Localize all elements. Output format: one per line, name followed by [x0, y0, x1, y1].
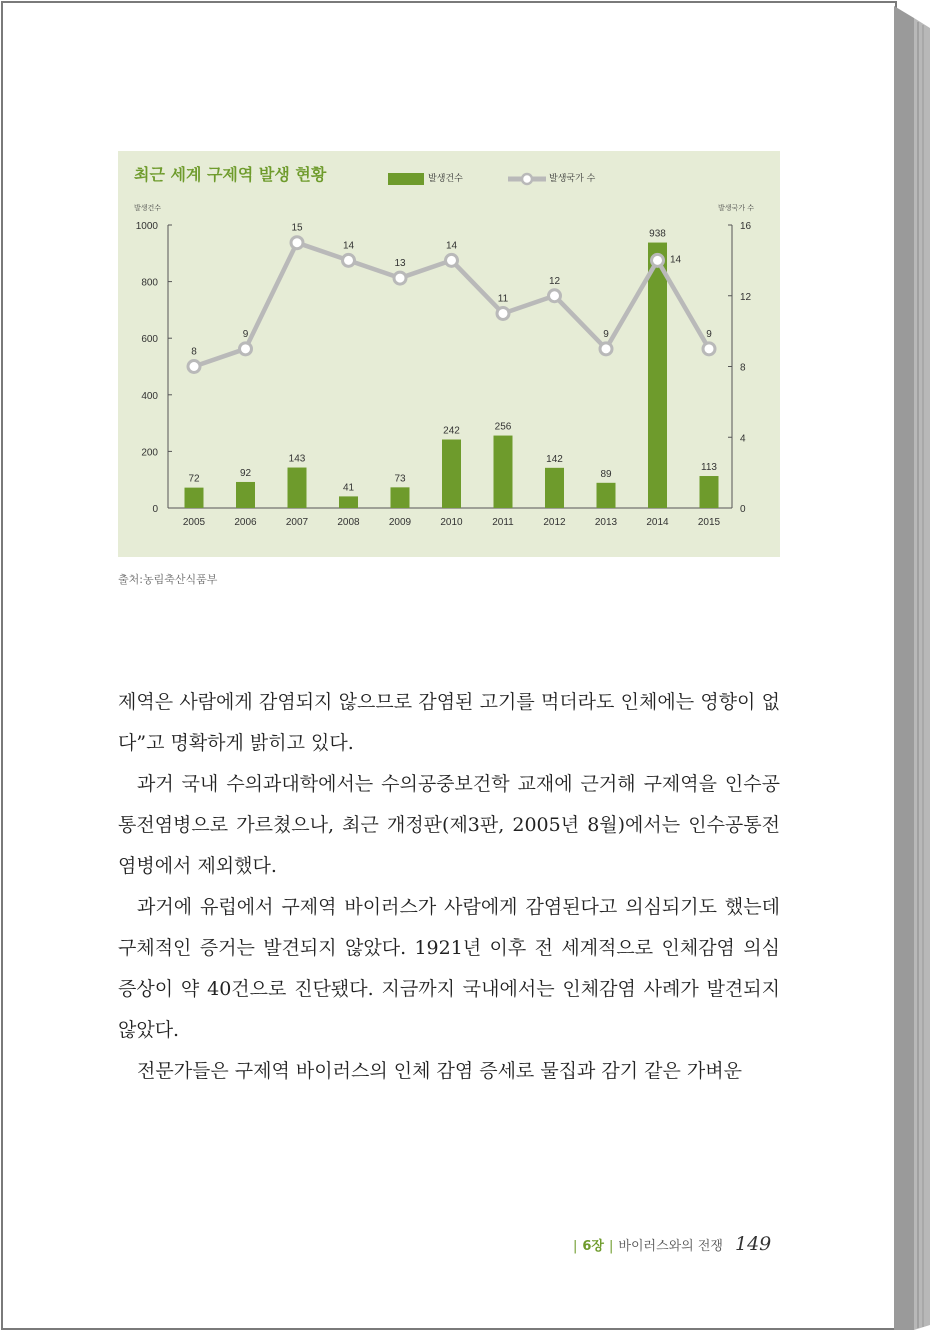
paragraph: 과거에 유럽에서 구제역 바이러스가 사람에게 감염된다고 의심되기도 했는데 구체적인 증거는 발견되지 않았다. 1921년 이후 전 세계적으로 인체감염 의심 증상이 약 40건으로 진단됐다. 지금까지 국내에서는 인체감염 사례가 발견되지 않았다.: [118, 896, 780, 1041]
line-value-label: 13: [394, 258, 406, 270]
left-axis-tick-label: 600: [141, 334, 158, 346]
bar: [494, 436, 513, 508]
chart-title: 최근 세계 구제역 발생 현황: [134, 165, 327, 184]
left-axis-tick-label: 800: [141, 277, 158, 289]
bar: [185, 488, 204, 508]
page-edge-shadow: [894, 0, 950, 1335]
x-axis-tick-label: 2015: [697, 517, 721, 528]
line-value-label: 14: [342, 240, 355, 252]
x-axis-tick-label: 2010: [440, 517, 463, 528]
right-axis-title: 발생국가 수: [718, 204, 755, 212]
x-axis-tick-label: 2007: [285, 517, 309, 528]
line-point: [291, 237, 303, 249]
body-text: [118, 682, 780, 1092]
bar-value-label: 938: [649, 228, 666, 240]
x-axis-tick-label: 2005: [182, 517, 206, 528]
line-value-label: 9: [242, 328, 249, 340]
line-value-label: 11: [497, 293, 509, 305]
line-point: [188, 361, 200, 373]
line-point: [600, 343, 612, 355]
bar-value-label: 72: [188, 473, 200, 485]
chart-source: 출처:농림축산식품부: [118, 573, 218, 586]
left-axis-tick-label: 400: [141, 390, 158, 402]
legend-line-label: 발생국가 수: [549, 174, 596, 184]
bar-value-label: 143: [288, 453, 306, 465]
x-axis-tick-label: 2012: [543, 517, 566, 528]
x-axis-tick-label: 2011: [492, 517, 514, 528]
chapter-title: 바이러스와의 전쟁: [618, 1239, 723, 1254]
bar: [391, 487, 410, 508]
bar: [236, 482, 255, 508]
bar-value-label: 256: [494, 421, 512, 433]
bar-value-label: 92: [239, 467, 252, 479]
line-point: [446, 254, 458, 266]
left-axis-tick-label: 0: [152, 504, 158, 515]
paragraph: 전문가들은 구제역 바이러스의 인체 감염 증세로 물집과 감기 같은 가벼운: [137, 1060, 742, 1082]
footer-divider: |: [609, 1239, 614, 1254]
paragraph: 과거 국내 수의과대학에서는 수의공중보건학 교재에 근거해 구제역을 인수공통전염병으로 가르쳤으나, 최근 개정판(제3판, 2005년 8월)에서는 인수공통전염병에서 제외했다.: [118, 773, 780, 877]
line-point: [394, 272, 406, 284]
x-axis-tick-label: 2009: [388, 517, 412, 528]
legend-line-swatch: [508, 172, 546, 186]
bar: [597, 483, 616, 508]
bar-value-label: 242: [443, 425, 460, 437]
x-axis-tick-label: 2014: [646, 517, 669, 528]
right-axis-tick-label: 16: [740, 221, 752, 232]
x-axis-tick-label: 2013: [594, 517, 618, 528]
line-point: [703, 343, 715, 355]
bar-value-label: 142: [546, 453, 563, 465]
bar: [442, 440, 461, 508]
line-point: [240, 343, 252, 355]
bar: [288, 468, 307, 508]
bar-value-label: 41: [342, 482, 355, 494]
legend-bars-label: 발생건수: [428, 174, 463, 184]
chart-panel: [118, 151, 780, 557]
right-axis-tick-label: 12: [740, 291, 752, 303]
line-value-label: 14: [445, 240, 458, 252]
bar: [545, 468, 564, 508]
right-axis-tick-label: 0: [740, 504, 746, 515]
paragraph: 제역은 사람에게 감염되지 않으므로 감염된 고기를 먹더라도 인체에는 영향이 없다”고 명확하게 밝히고 있다.: [118, 691, 780, 754]
bar: [648, 243, 667, 508]
bar-value-label: 89: [600, 468, 612, 480]
line-point: [343, 254, 355, 266]
bar: [700, 476, 719, 508]
chapter-number: 6장: [582, 1239, 604, 1254]
bar-value-label: 113: [701, 462, 717, 474]
line-value-label: 8: [191, 346, 197, 358]
line-value-label: 9: [706, 328, 712, 340]
footer-divider: |: [573, 1239, 578, 1254]
line-point: [497, 307, 509, 319]
page-number: 149: [735, 1233, 772, 1255]
legend-line: [508, 171, 595, 186]
chart-canvas: [118, 151, 780, 557]
line-value-label: 15: [291, 222, 303, 234]
right-axis-tick-label: 4: [740, 433, 746, 445]
right-axis-tick-label: 8: [740, 362, 746, 374]
line-point: [652, 254, 664, 266]
line-point: [549, 290, 561, 302]
x-axis-tick-label: 2008: [337, 517, 360, 528]
bar: [339, 496, 358, 508]
legend-bars: [388, 171, 463, 185]
left-axis-tick-label: 200: [141, 447, 158, 459]
left-axis-tick-label: 1000: [135, 221, 158, 232]
page-footer: [568, 1233, 771, 1255]
legend-bar-swatch: [388, 173, 424, 185]
line-value-label: 12: [548, 275, 561, 287]
bar-value-label: 73: [394, 473, 406, 485]
x-axis-tick-label: 2006: [234, 517, 257, 528]
line-value-label: 14: [669, 254, 682, 266]
line-value-label: 9: [603, 328, 609, 340]
left-axis-title: 발생건수: [134, 204, 162, 212]
